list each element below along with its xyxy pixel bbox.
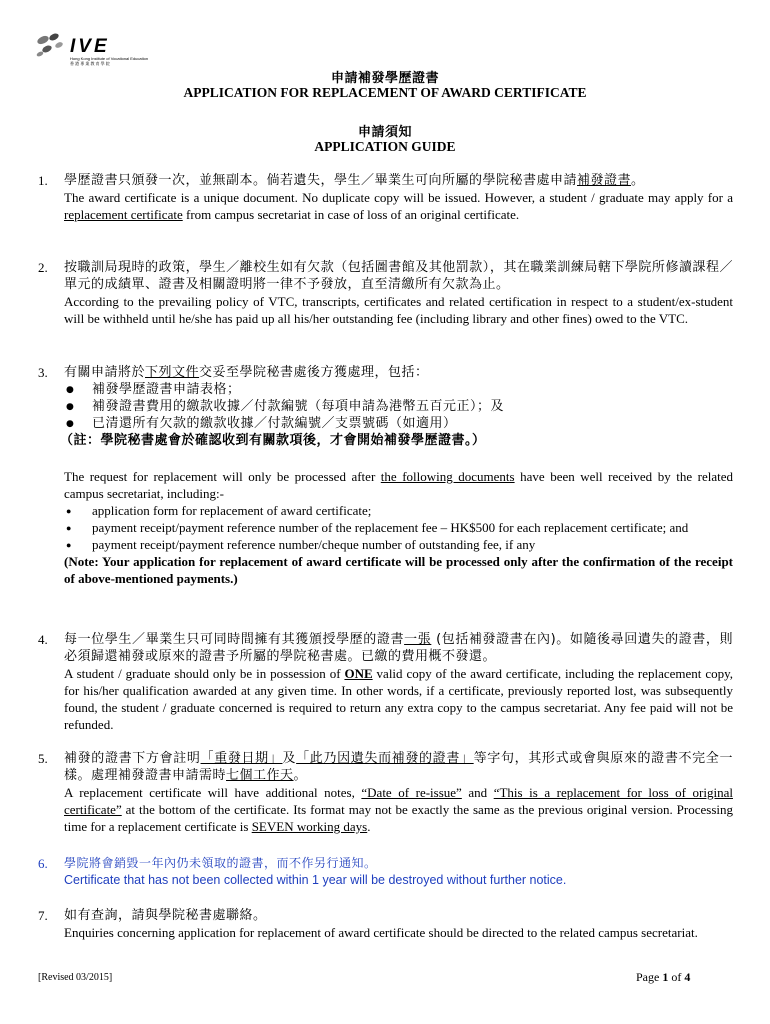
guide-item-3: [38, 364, 733, 587]
item-number: 1.: [38, 173, 48, 188]
item-text-en: Certificate that has not been collected within 1 year will be destroyed without further notice.: [64, 873, 567, 887]
bullet-list-en: [64, 502, 733, 553]
item-body: [64, 907, 733, 941]
item-body: [64, 750, 733, 835]
item-number: 2.: [38, 260, 48, 275]
item-number: 6.: [38, 856, 48, 871]
list-item: ● payment receipt/payment reference number/cheque number of outstanding fee, if any: [64, 536, 733, 553]
guide-item-4: [38, 631, 733, 733]
guide-item-5: [38, 750, 733, 835]
item-text-en: According to the prevailing policy of VTC, transcripts, certificates and related certification in respect to a student/ex-student will be withheld until he/she has paid up all his/her outstanding fee (including library and other fines) owed to the VTC.: [64, 294, 733, 326]
item-text-zh: 按職訓局現時的政策，學生／離校生如有欠款（包括圖書館及其他罰款），其在職業訓練局轄下學院所修讀課程／單元的成績單、證書及相關證明將一律不予發放，直至清繳所有欠款為止。: [64, 260, 733, 292]
item-number: 7.: [38, 908, 48, 923]
item-body: [60, 364, 733, 587]
title-zh: 申請補發學歷證書: [330, 71, 439, 86]
guide-item-6: [38, 855, 733, 889]
item-text-zh: 補發的證書下方會註明「重發日期」及「此乃因遺失而補發的證書」等字句，其形式或會與原來的證書不完全一樣。處理補發證書申請需時七個工作天。: [64, 751, 733, 783]
title-en: APPLICATION FOR REPLACEMENT OF AWARD CERTIFICATE: [183, 85, 587, 100]
list-item: ● 補發學歷證書申請表格；: [64, 381, 733, 398]
list-item: ● 已清還所有欠款的繳款收據／付款編號／支票號碼（如適用）: [64, 415, 733, 432]
item-text-zh: 學歷證書只頒發一次，並無副本。倘若遺失，學生／畢業生可向所屬的學院秘書處申請補發證書。: [64, 173, 645, 188]
item-text-zh: 如有查詢，請與學院秘書處聯絡。: [64, 908, 267, 923]
page-indicator: Page 1 of 4: [636, 970, 691, 984]
item-number: 4.: [38, 632, 48, 647]
item-text-zh: 每一位學生／畢業生只可同時間擁有其獲頒授學歷的證書一張 (包括補發證書在內)。如隨後尋回遺失的證書，則必須歸還補發或原來的證書予所屬的學院秘書處。已繳的費用概不發還。: [64, 632, 733, 664]
guide-item-7: [38, 907, 733, 941]
item-body: [64, 631, 733, 733]
logo-subtitle: [70, 56, 148, 66]
item-text-zh: 學院將會銷毀一年內仍未領取的證書，而不作另行通知。: [64, 856, 377, 870]
item-text-en: The award certificate is a unique document. No duplicate copy will be issued. However, a student / graduate may apply for a replacement certificate from campus secretariat in case of loss of an original certificate.: [64, 190, 733, 222]
item-number: 3.: [38, 365, 48, 380]
note-zh: （註：學院秘書處會於確認收到有關款項後，才會開始補發學歷證書。）: [60, 433, 486, 448]
guide-title-en: APPLICATION GUIDE: [314, 139, 456, 154]
item-text-en: A student / graduate should only be in possession of ONE valid copy of the award certificate, including the replacement copy, for his/her qualification awarded at any given time. In other words, if a certificate, previously reported lost, was subsequently found, the student / graduate concerned is required to return any extra copy to the campus secretariat. Any fee paid will not be refunded.: [64, 666, 733, 732]
logo-subtitle-zh: 香 港 專 業 教 育 學 院: [70, 61, 110, 66]
logo-brand-text: IVE: [70, 36, 110, 57]
item-text-zh: 有關申請將於下列文件交妥至學院秘書處後方獲處理，包括：: [64, 365, 429, 380]
logo-subtitle-en: Hong Kong Institute of Vocational Education: [70, 56, 149, 61]
item-body: [64, 259, 733, 327]
item-text-en: Enquiries concerning application for replacement of award certificate should be directed to the related campus secretariat.: [64, 925, 698, 940]
list-item: ● 補發證書費用的繳款收據／付款編號（每項申請為港幣五百元正）；及: [64, 398, 733, 415]
guide-item-1: [38, 172, 733, 223]
revision-note: [Revised 03/2015]: [38, 972, 113, 983]
guide-item-2: [38, 259, 733, 327]
item-body: [64, 855, 733, 889]
note-en: (Note: Your application for replacement of award certificate will be processed only after the confirmation of the receipt of above-mentioned payments.): [64, 554, 733, 586]
guide-title-zh: 申請須知: [357, 125, 412, 140]
list-item: ● payment receipt/payment reference number of the replacement fee – HK$500 for each replacement certificate; and: [64, 519, 733, 536]
item-number: 5.: [38, 751, 48, 766]
item-text-en: The request for replacement will only be processed after the following documents have been well received by the related campus secretariat, including:-: [64, 469, 733, 501]
bullet-list-zh: [64, 381, 733, 432]
item-body: [64, 172, 733, 223]
ive-logo: [34, 30, 154, 72]
item-text-en: A replacement certificate will have additional notes, “Date of re-issue” and “This is a replacement for loss of original certificate” at the bottom of the certificate. Its format may not be exactly the same as the previous original version. Processing time for a replacement certificate is SEVEN working days.: [64, 785, 733, 834]
logo-mark-icon: [34, 30, 68, 60]
list-item: ● application form for replacement of award certificate;: [64, 502, 733, 519]
